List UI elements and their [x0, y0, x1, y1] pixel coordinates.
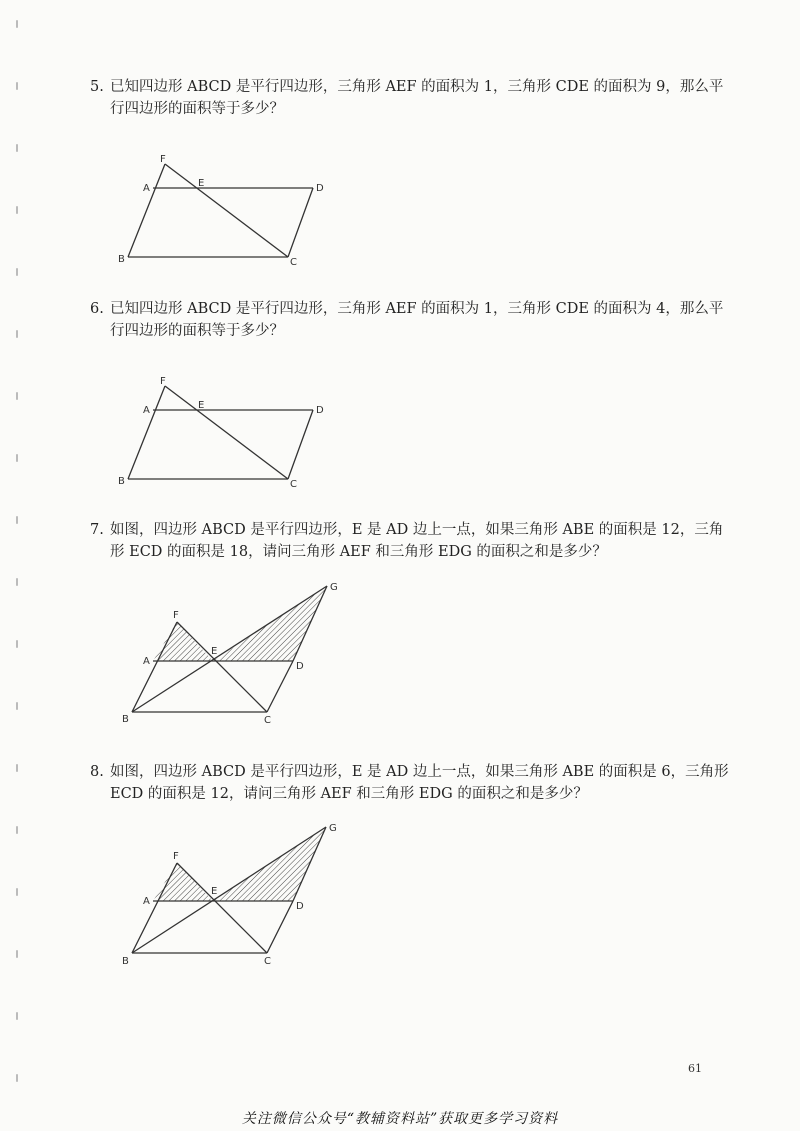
problem-7: [90, 519, 730, 563]
label-E: E: [211, 646, 218, 657]
figure-problem-5: [110, 150, 350, 275]
edge-FC: [165, 386, 288, 479]
label-A: A: [143, 656, 150, 667]
edge-BF: [132, 863, 177, 953]
label-D: D: [316, 183, 324, 194]
problem-text: 如图，四边形 ABCD 是平行四边形，E 是 AD 边上一点，如果三角形 ABE 的面积是 6，三角形 ECD 的面积是 12，请问三角形 AEF 和三角形 EDG 的面积之和是多少？: [110, 764, 729, 802]
edge-DC: [288, 410, 313, 479]
label-G: G: [329, 823, 337, 834]
problem-6: [90, 298, 730, 342]
label-B: B: [118, 476, 125, 487]
label-E: E: [198, 178, 205, 189]
problem-number: 8.: [90, 764, 104, 780]
label-D: D: [296, 901, 304, 912]
problem-8: [90, 761, 730, 805]
edge-DC: [267, 661, 293, 712]
problem-text: 如图，四边形 ABCD 是平行四边形，E 是 AD 边上一点，如果三角形 ABE 的面积是 12，三角形 ECD 的面积是 18，请问三角形 AEF 和三角形 EDG 的面积之和是多少？: [110, 522, 724, 560]
label-D: D: [316, 405, 324, 416]
page-number: 61: [688, 1062, 702, 1075]
label-F: F: [173, 851, 179, 862]
binding-marks: [16, 20, 24, 1100]
figure-problem-7: [110, 578, 350, 728]
label-F: F: [173, 610, 179, 621]
problem-number: 6.: [90, 301, 104, 317]
label-B: B: [122, 714, 129, 725]
edge-DC: [267, 901, 293, 953]
label-E: E: [211, 886, 218, 897]
label-D: D: [296, 661, 304, 672]
figure-problem-6: [110, 372, 350, 497]
label-C: C: [290, 257, 297, 268]
figure-problem-8: [110, 818, 350, 968]
edge-DC: [288, 188, 313, 257]
label-C: C: [290, 479, 297, 490]
label-B: B: [122, 956, 129, 967]
label-A: A: [143, 405, 150, 416]
label-E: E: [198, 400, 205, 411]
problem-number: 7.: [90, 522, 104, 538]
label-G: G: [330, 582, 338, 593]
edge-BF: [128, 164, 165, 257]
label-B: B: [118, 254, 125, 265]
label-A: A: [143, 183, 150, 194]
problem-number: 5.: [90, 79, 104, 95]
edge-BF: [128, 386, 165, 479]
label-F: F: [160, 154, 166, 165]
label-C: C: [264, 956, 271, 967]
problem-text: 已知四边形 ABCD 是平行四边形，三角形 AEF 的面积为 1，三角形 CDE 的面积为 4，那么平行四边形的面积等于多少？: [110, 301, 724, 339]
edge-BF: [132, 622, 177, 712]
edge-FC: [165, 164, 288, 257]
problem-text: 已知四边形 ABCD 是平行四边形，三角形 AEF 的面积为 1，三角形 CDE 的面积为 9，那么平行四边形的面积等于多少？: [110, 79, 724, 117]
problem-5: [90, 76, 730, 120]
label-C: C: [264, 715, 271, 726]
footer-note: 关注微信公众号“教辅资料站”获取更多学习资料: [241, 1111, 559, 1127]
label-F: F: [160, 376, 166, 387]
label-A: A: [143, 896, 150, 907]
